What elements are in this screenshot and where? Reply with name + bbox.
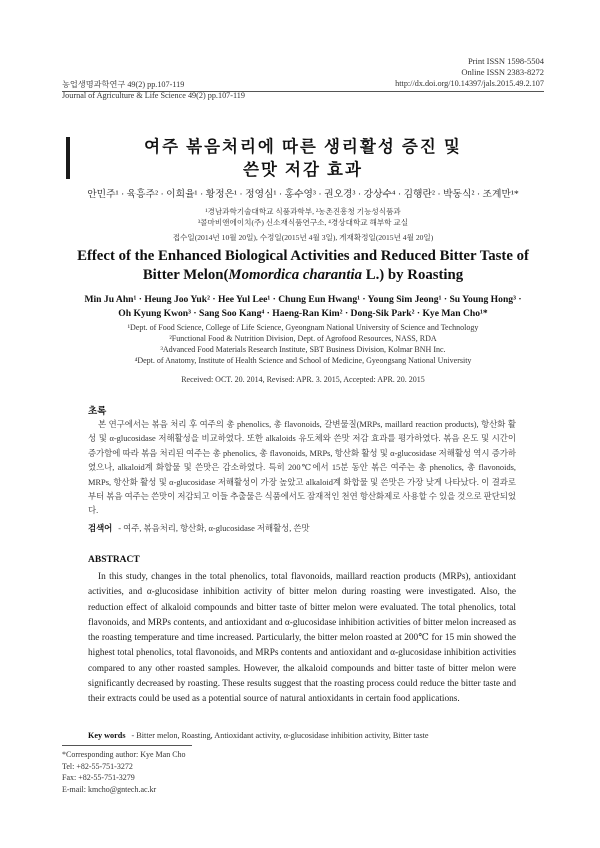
abstract-korean-text: 본 연구에서는 볶음 처리 후 여주의 총 phenolics, 총 flavonoids, 갈변물질(MRPs, maillard reaction products), 항산화 활성 및 α-glucosidase 저해활성을 비교하였다. 또한 alkaloids 유도체와 쓴맛 저감 효과를 평가하였다. 볶음 온도 및 시간이 증가함에 따라 볶음 처리된 여주는 총 phenolics, 총 flavonoids, MRPs, 항산화 활성 및 α-glucosidase 저해활성 역시 증가하였으나, alkaloid계 화합물 및 쓴맛은 감소하였다. 특히 200℃에서 15분 동안 볶은 여주는 총 phenolics, 총 flavonoids, MRPs, 항산화 활성 및 α-glucosidase 저해활성이 가장 높았고 alkaloid계 화합물 및 쓴맛은 가장 낮게 나타났다. 이 결과로부터 볶음 여주는 쓴맛이 저감되고 이들 추출물은 식품에서도 잠재적인 천연 항산화제로 사용할 수 있을 것으로 판단되었다. [88,420,516,516]
dates-korean: 접수일(2014년 10월 20일), 수정일(2015년 4월 3일), 게재확정일(2015년 4월 20일) [172,233,434,242]
keywords-korean [88,522,516,534]
title-korean-line2: 쓴맛 저감 효과 [243,160,363,179]
keywords-english [88,731,516,740]
header-divider [62,91,544,92]
affiliations-english [62,322,544,366]
dates-english: Received: OCT. 20. 2014, Revised: APR. 3. 2015, Accepted: APR. 20. 2015 [181,375,425,384]
abstract-korean-heading: 초록 [88,407,107,417]
title-english [62,247,544,285]
affiliation-english-line1: ¹Dept. of Food Science, College of Life Science, Gyeongnam National University of Science and Technology [127,323,479,332]
footnote-email[interactable]: E-mail: kmcho@gntech.ac.kr [62,784,157,794]
keywords-english-text: - Bitter melon, Roasting, Antioxidant activity, α-glucosidase inhibition activity, Bitter taste [131,731,429,740]
keywords-english-label: Key words [88,731,126,740]
affiliation-english-line2: ²Functional Food & Nutrition Division, Dept. of Agrofood Resources, NASS, RDA [169,334,437,343]
issn-block [461,56,544,78]
keywords-korean-label: 검색어 [88,524,113,533]
corresponding-author-footnote [62,749,186,795]
keywords-korean-text: - 여주, 볶음처리, 항산화, α-glucosidase 저해활성, 쓴맛 [118,524,310,533]
affiliations-korean [62,206,544,228]
affiliation-korean-line2: ³콜마비앤에이치(주) 신소재식품연구소, ⁴경상대학교 해부학 교실 [197,218,409,227]
affiliation-english-line3: ³Advanced Food Materials Research Institute, SBT Business Division, Kolmar BNH Inc. [160,345,446,354]
abstract-english-heading: ABSTRACT [88,555,140,565]
authors-english [62,293,544,321]
authors-english-line2: Oh Kyung Kwon³ · Sang Soo Kang⁴ · Haeng-Ran Kim² · Dong-Sik Park² · Kye Man Cho¹* [118,308,488,319]
doi-link[interactable]: http://dx.doi.org/10.14397/jals.2015.49.2.107 [395,79,544,88]
affiliation-english-line4: ⁴Dept. of Anatomy, Institute of Health Science and School of Medicine, Gyeongsang National University [134,356,472,365]
footnote-divider [62,745,192,746]
journal-citation-kr: 농업생명과학연구 49(2) pp.107-119 [62,80,185,89]
title-korean [62,135,544,181]
footnote-author: *Corresponding author: Kye Man Cho [62,750,186,759]
authors-english-line1: Min Ju Ahn¹ · Heung Joo Yuk² · Hee Yul Lee¹ · Chung Eun Hwang¹ · Young Sim Jeong¹ · Su Young Hong³ · [84,294,522,305]
authors-korean: 안민주¹ · 육흥주² · 이희율¹ · 황정은¹ · 정영심¹ · 홍수영³ · 권오경³ · 강상수⁴ · 김행란² · 박동식² · 조계만¹* [87,189,519,200]
abstract-english-text: In this study, changes in the total phenolics, total flavonoids, maillard reaction products (MRPs), antioxidant activities, and α-glucosidase inhibition activity of bitter melon during roasting were investigated. Also, the reduction effect of alkaloid compounds and bitter taste of bitter melon were evaluated. The total phenolics, total flavonoids, and MRPs contents, and antioxidant and α-glucosidase inhibition activities of bitter melon increased as the roasting temperature and time increased. Particularly, the bitter melon roasted at 200℃ for 15 min showed the highest total phenolics, total flavonoids, and MRPs contents and antioxidant and α-glucosidase inhibition activities compared to any other roasted samples. However, the alkaloid compounds and bitter taste of bitter melon were significantly decreased by roasting. These results suggest that the roasting process could reduce the bitter taste and their extracts could be used as a potential source of natural antioxidants in certain food applications. [88,572,516,705]
footnote-tel: Tel: +82-55-751-3272 [62,761,133,771]
title-english-line2-b: L.) by Roasting [362,267,464,283]
journal-citation [62,79,245,101]
online-issn: Online ISSN 2383-8272 [461,67,544,77]
print-issn: Print ISSN 1598-5504 [467,56,544,66]
journal-citation-en: Journal of Agriculture & Life Science 49(2) pp.107-119 [62,91,245,100]
title-english-line1: Effect of the Enhanced Biological Activities and Reduced Bitter Taste of [77,248,529,264]
species-name: Momordica charantia [228,267,363,283]
footnote-fax: Fax: +82-55-751-3279 [62,773,135,782]
title-english-line2-a: Bitter Melon( [142,267,229,283]
title-korean-line1: 여주 볶음처리에 따른 생리활성 증진 및 [144,137,462,156]
affiliation-korean-line1: ¹경남과학기술대학교 식품과학부, ²농촌진흥청 기능성식품과 [205,207,401,216]
title-english-line2 [62,266,544,285]
